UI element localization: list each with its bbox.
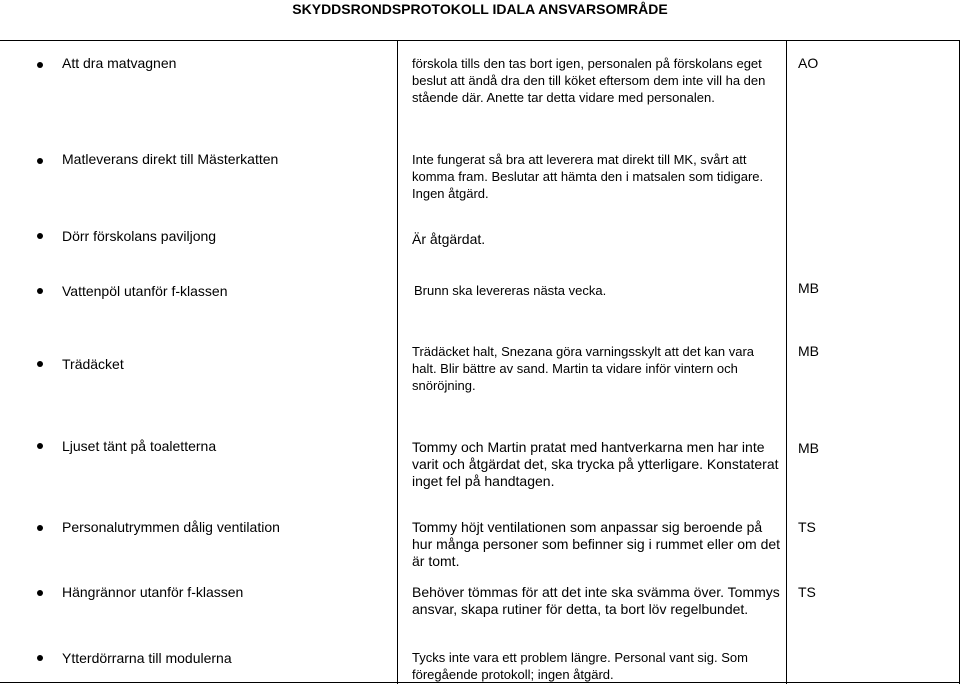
bullet-icon bbox=[37, 361, 43, 367]
note-text: Trädäcket halt, Snezana göra varningsskylt att det kan vara halt. Blir bättre av sand. Martin ta vidare inför vintern och snöröjning. bbox=[412, 344, 755, 393]
issue-text: Matleverans direkt till Mästerkatten bbox=[62, 151, 279, 167]
bullet-icon bbox=[37, 525, 43, 531]
note-text: Behöver tömmas för att det inte ska svämma över. Tommys ansvar, skapa rutiner för detta, ta bort löv regelbundet. bbox=[412, 584, 780, 617]
note-text: Är åtgärdat. bbox=[412, 231, 486, 247]
bullet-icon bbox=[37, 590, 43, 596]
responsible-text: MB bbox=[798, 343, 819, 359]
issue-text: Hängrännor utanför f-klassen bbox=[62, 584, 244, 600]
note-text: förskola tills den tas bort igen, personalen på förskolans eget beslut att ändå dra den till köket eftersom dem inte vill ha den stående där. Anette tar detta vidare med personalen. bbox=[412, 56, 766, 105]
responsible-text: TS bbox=[798, 519, 816, 535]
responsible-text: AO bbox=[798, 55, 819, 71]
column-divider bbox=[397, 40, 398, 684]
table-border bbox=[0, 682, 960, 683]
issue-text: Att dra matvagnen bbox=[62, 55, 177, 71]
bullet-icon bbox=[37, 158, 43, 164]
bullet-icon bbox=[37, 233, 43, 239]
bullet-icon bbox=[37, 62, 43, 68]
note-text: Tycks inte vara ett problem längre. Personal vant sig. Som föregående protokoll; ingen åtgärd. bbox=[412, 650, 748, 682]
page-title: SKYDDSRONDSPROTOKOLL IDALA ANSVARSOMRÅDE bbox=[292, 1, 668, 17]
issue-text: Dörr förskolans paviljong bbox=[62, 228, 217, 244]
issue-text: Vattenpöl utanför f-klassen bbox=[62, 283, 228, 299]
responsible-text: MB bbox=[798, 440, 819, 456]
column-divider bbox=[786, 40, 787, 684]
note-text: Tommy och Martin pratat med hantverkarna men har inte varit och åtgärdat det, ska trycka på ytterligare. Konstaterat inget fel på handtagen. bbox=[412, 439, 779, 489]
note-text: Inte fungerat så bra att leverera mat direkt till MK, svårt att komma fram. Beslutar att hämta den i matsalen som tidigare. Ingen åtgärd. bbox=[412, 152, 764, 201]
note-text: Tommy höjt ventilationen som anpassar sig beroende på hur många personer som befinner sig i rummet eller om det är tomt. bbox=[412, 519, 781, 569]
bullet-icon bbox=[37, 655, 43, 661]
responsible-text: TS bbox=[798, 584, 816, 600]
issue-text: Ytterdörrarna till modulerna bbox=[62, 650, 232, 666]
bullet-icon bbox=[37, 443, 43, 449]
responsible-text: MB bbox=[798, 280, 819, 296]
note-text: Brunn ska levereras nästa vecka. bbox=[414, 283, 607, 298]
issue-text: Ljuset tänt på toaletterna bbox=[62, 438, 217, 454]
bullet-icon bbox=[37, 288, 43, 294]
issue-text: Personalutrymmen dålig ventilation bbox=[62, 519, 280, 535]
issue-text: Trädäcket bbox=[62, 356, 124, 372]
